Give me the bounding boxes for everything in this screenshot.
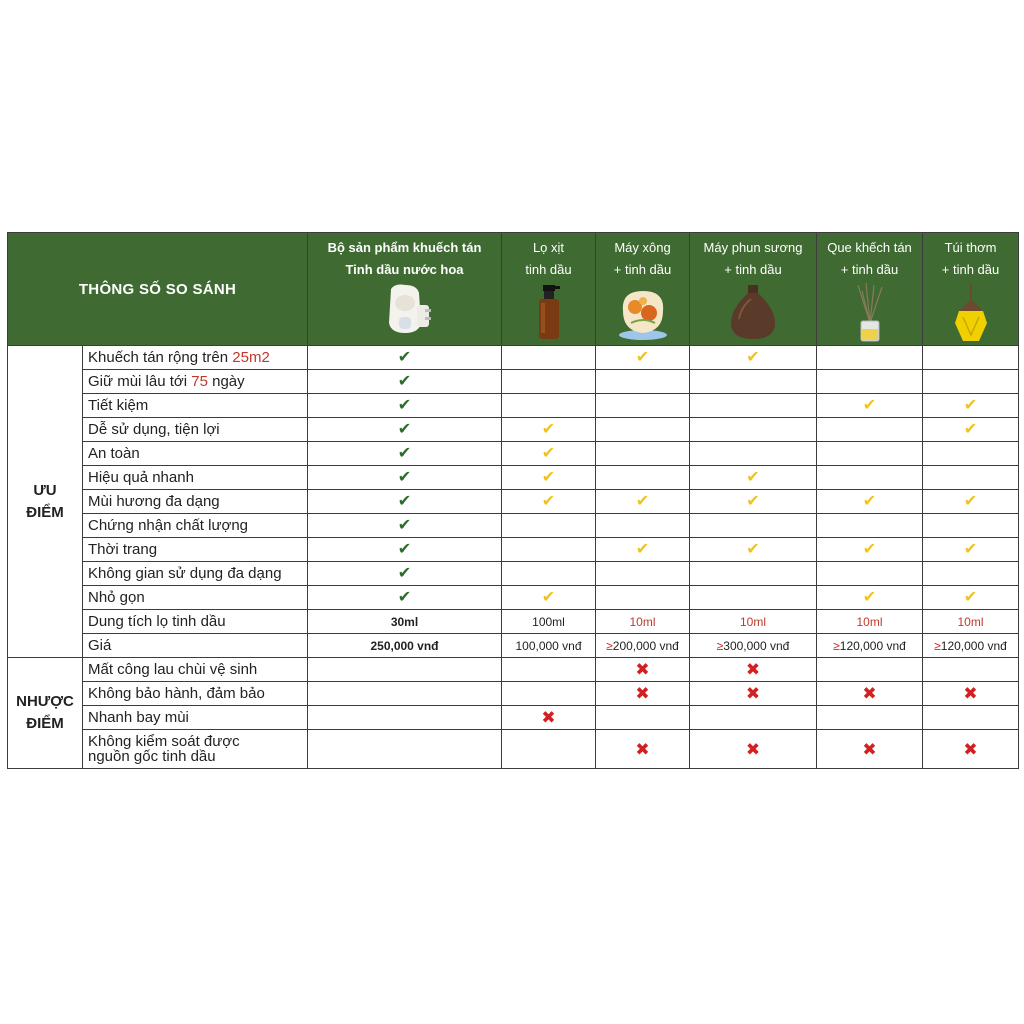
group-label-line2: ĐIỂM xyxy=(26,715,64,732)
criterion-label xyxy=(83,394,308,418)
product-name-line2: + tinh dầu xyxy=(613,262,672,277)
table-row xyxy=(8,586,1019,610)
price-value xyxy=(690,634,817,658)
criterion-label xyxy=(83,658,308,682)
price-text: 100,000 vnđ xyxy=(515,638,582,653)
checkmark-icon: ✔ xyxy=(308,586,502,610)
checkmark-icon: ✔ xyxy=(502,466,596,490)
product-header-spray xyxy=(502,233,596,346)
empty-cell xyxy=(596,562,690,586)
table-row xyxy=(8,490,1019,514)
empty-cell xyxy=(502,346,596,370)
price-prefix: ≥ xyxy=(833,638,840,653)
criterion-text: Giữ mùi lâu tới xyxy=(88,373,192,390)
product-name-line2: + tinh dầu xyxy=(724,262,782,277)
checkmark-icon: ✔ xyxy=(817,586,923,610)
criterion-label xyxy=(83,538,308,562)
empty-cell xyxy=(596,370,690,394)
cross-icon: ✖ xyxy=(923,682,1019,706)
criterion-text: Thời trang xyxy=(88,541,158,558)
spray-bottle-icon xyxy=(529,283,569,343)
price-prefix: ≥ xyxy=(716,638,724,653)
empty-cell xyxy=(308,682,502,706)
capacity-row xyxy=(8,610,1019,634)
checkmark-icon: ✔ xyxy=(308,490,502,514)
checkmark-icon: ✔ xyxy=(308,346,502,370)
capacity-value: 10ml xyxy=(596,610,690,634)
price-value xyxy=(596,634,690,658)
table-row xyxy=(8,730,1019,769)
empty-cell xyxy=(308,706,502,730)
product-name-line1: Que khếch tán xyxy=(827,240,912,255)
capacity-value: 10ml xyxy=(817,610,923,634)
product-header-mist xyxy=(690,233,817,346)
empty-cell xyxy=(596,514,690,538)
empty-cell xyxy=(596,418,690,442)
empty-cell xyxy=(923,514,1019,538)
capacity-value: 10ml xyxy=(690,610,817,634)
empty-cell xyxy=(817,706,923,730)
empty-cell xyxy=(817,562,923,586)
checkmark-icon: ✔ xyxy=(308,466,502,490)
price-text: 200,000 vnđ xyxy=(612,638,679,653)
product-header-reed xyxy=(817,233,923,346)
empty-cell xyxy=(308,730,502,769)
empty-cell xyxy=(817,418,923,442)
cross-icon: ✖ xyxy=(596,658,690,682)
criterion-label xyxy=(83,418,308,442)
criterion-label xyxy=(83,370,308,394)
group-label-line1: NHƯỢC xyxy=(16,693,74,710)
cross-icon: ✖ xyxy=(502,706,596,730)
checkmark-icon: ✔ xyxy=(308,538,502,562)
highlight-number: 75 xyxy=(191,373,208,390)
cross-icon: ✖ xyxy=(690,730,817,769)
criterion-text: Mùi hương đa dạng xyxy=(88,493,220,510)
product-name-line1: Lọ xịt xyxy=(532,240,565,255)
empty-cell xyxy=(308,658,502,682)
checkmark-icon: ✔ xyxy=(308,394,502,418)
price-text: 120,000 vnđ xyxy=(839,638,906,653)
criterion-text: Dễ sử dụng, tiện lợi xyxy=(88,421,220,438)
empty-cell xyxy=(690,442,817,466)
price-text: 120,000 vnđ xyxy=(940,638,1007,653)
cross-icon: ✖ xyxy=(817,730,923,769)
product-name-line1: Máy phun sương xyxy=(703,240,803,255)
table-row xyxy=(8,562,1019,586)
checkmark-icon: ✔ xyxy=(923,538,1019,562)
checkmark-icon: ✔ xyxy=(308,370,502,394)
table-row xyxy=(8,418,1019,442)
criterion-text: Nhanh bay mùi xyxy=(88,709,189,726)
price-text: 300,000 vnđ xyxy=(723,638,790,653)
price-value xyxy=(817,634,923,658)
criterion-text: An toàn xyxy=(88,445,140,462)
criterion-line2: nguồn gốc tinh dầu xyxy=(88,748,216,765)
checkmark-icon: ✔ xyxy=(502,490,596,514)
highlight-number: 25m2 xyxy=(232,349,270,366)
empty-cell xyxy=(690,562,817,586)
product-header-diffuser-kit xyxy=(308,233,502,346)
empty-cell xyxy=(817,514,923,538)
checkmark-icon: ✔ xyxy=(308,418,502,442)
empty-cell xyxy=(923,706,1019,730)
empty-cell xyxy=(502,394,596,418)
criterion-text: Tiết kiệm xyxy=(88,397,149,414)
group-label-line1: ƯU xyxy=(33,481,57,499)
criterion-text: Không bảo hành, đảm bảo xyxy=(88,685,265,702)
empty-cell xyxy=(923,562,1019,586)
empty-cell xyxy=(502,514,596,538)
cross-icon: ✖ xyxy=(690,658,817,682)
empty-cell xyxy=(596,706,690,730)
empty-cell xyxy=(596,586,690,610)
product-header-bag xyxy=(923,233,1019,346)
pros-group-label xyxy=(8,346,83,658)
checkmark-icon: ✔ xyxy=(308,562,502,586)
product-name-line2: + tinh dầu xyxy=(941,262,1000,277)
criterion-label xyxy=(83,466,308,490)
empty-cell xyxy=(923,370,1019,394)
cross-icon: ✖ xyxy=(596,682,690,706)
criterion-line1: Không kiểm soát được xyxy=(88,733,240,750)
price-text: 250,000 vnđ xyxy=(370,638,439,653)
checkmark-icon: ✔ xyxy=(690,466,817,490)
criterion-label xyxy=(83,514,308,538)
table-row xyxy=(8,538,1019,562)
empty-cell xyxy=(690,418,817,442)
table-row xyxy=(8,682,1019,706)
product-name-line1: Túi thơm xyxy=(944,240,997,255)
checkmark-icon: ✔ xyxy=(502,586,596,610)
header-row xyxy=(8,233,1019,346)
empty-cell xyxy=(502,538,596,562)
criterion-text: Chứng nhận chất lượng xyxy=(88,517,249,534)
empty-cell xyxy=(502,730,596,769)
checkmark-icon: ✔ xyxy=(596,538,690,562)
table-row xyxy=(8,514,1019,538)
criterion-label xyxy=(83,490,308,514)
burner-lamp-icon xyxy=(615,283,671,341)
criterion-text: Nhỏ gọn xyxy=(88,589,145,606)
table-row xyxy=(8,658,1019,682)
price-value xyxy=(923,634,1019,658)
checkmark-icon: ✔ xyxy=(923,394,1019,418)
empty-cell xyxy=(596,466,690,490)
empty-cell xyxy=(596,442,690,466)
table-row xyxy=(8,706,1019,730)
checkmark-icon: ✔ xyxy=(690,490,817,514)
criterion-text: Hiệu quả nhanh xyxy=(88,469,194,486)
empty-cell xyxy=(923,442,1019,466)
empty-cell xyxy=(817,658,923,682)
criterion-label xyxy=(83,682,308,706)
product-name-line1: Máy xông xyxy=(614,240,671,255)
empty-cell xyxy=(817,442,923,466)
criterion-text: Không gian sử dụng đa dạng xyxy=(88,565,282,582)
comparison-table xyxy=(7,232,1019,769)
capacity-value: 100ml xyxy=(502,610,596,634)
price-value xyxy=(308,634,502,658)
empty-cell xyxy=(596,394,690,418)
product-name-line1: Bộ sản phẩm khuếch tán xyxy=(327,240,482,255)
checkmark-icon: ✔ xyxy=(923,490,1019,514)
criterion-label xyxy=(83,730,308,769)
empty-cell xyxy=(502,370,596,394)
price-prefix: ≥ xyxy=(934,638,941,653)
checkmark-icon: ✔ xyxy=(502,418,596,442)
empty-cell xyxy=(690,586,817,610)
empty-cell xyxy=(817,466,923,490)
cons-group-label xyxy=(8,658,83,769)
empty-cell xyxy=(690,706,817,730)
checkmark-icon: ✔ xyxy=(817,394,923,418)
cross-icon: ✖ xyxy=(596,730,690,769)
product-name-line2: tinh dầu xyxy=(525,262,572,277)
checkmark-icon: ✔ xyxy=(308,514,502,538)
table-title: THÔNG SỐ SO SÁNH xyxy=(8,233,308,346)
checkmark-icon: ✔ xyxy=(596,346,690,370)
checkmark-icon: ✔ xyxy=(817,538,923,562)
empty-cell xyxy=(502,682,596,706)
empty-cell xyxy=(923,346,1019,370)
table-row xyxy=(8,370,1019,394)
table-row xyxy=(8,442,1019,466)
empty-cell xyxy=(502,658,596,682)
criterion-label xyxy=(83,346,308,370)
checkmark-icon: ✔ xyxy=(690,538,817,562)
empty-cell xyxy=(923,466,1019,490)
criterion-label xyxy=(83,706,308,730)
criterion-label xyxy=(83,562,308,586)
checkmark-icon: ✔ xyxy=(502,442,596,466)
product-name-line2: Tinh dầu nước hoa xyxy=(345,262,464,277)
table-row xyxy=(8,466,1019,490)
plug-diffuser-icon xyxy=(373,283,437,341)
product-name-line2: + tinh dầu xyxy=(840,262,899,277)
checkmark-icon: ✔ xyxy=(923,586,1019,610)
cross-icon: ✖ xyxy=(817,682,923,706)
group-label-line2: ĐIỂM xyxy=(26,503,64,521)
table-row xyxy=(8,394,1019,418)
capacity-value: 30ml xyxy=(308,610,502,634)
checkmark-icon: ✔ xyxy=(923,418,1019,442)
checkmark-icon: ✔ xyxy=(690,346,817,370)
empty-cell xyxy=(690,514,817,538)
criterion-text-suffix: ngày xyxy=(207,373,245,390)
capacity-value: 10ml xyxy=(923,610,1019,634)
checkmark-icon: ✔ xyxy=(817,490,923,514)
price-row xyxy=(8,634,1019,658)
criterion-text: Mất công lau chùi vệ sinh xyxy=(88,661,258,678)
cross-icon: ✖ xyxy=(923,730,1019,769)
criterion-label: Dung tích lọ tinh dầu xyxy=(83,610,308,634)
price-value xyxy=(502,634,596,658)
empty-cell xyxy=(817,370,923,394)
empty-cell xyxy=(817,346,923,370)
empty-cell xyxy=(690,394,817,418)
mist-vase-icon xyxy=(723,283,783,343)
empty-cell xyxy=(690,370,817,394)
checkmark-icon: ✔ xyxy=(308,442,502,466)
table-row xyxy=(8,346,1019,370)
criterion-label xyxy=(83,442,308,466)
criterion-label xyxy=(83,586,308,610)
cross-icon: ✖ xyxy=(690,682,817,706)
product-header-burner xyxy=(596,233,690,346)
empty-cell xyxy=(923,658,1019,682)
criterion-text: Khuếch tán rộng trên xyxy=(88,349,233,366)
empty-cell xyxy=(502,562,596,586)
checkmark-icon: ✔ xyxy=(596,490,690,514)
reed-sticks-icon xyxy=(850,283,890,343)
hanging-bag-icon xyxy=(951,283,991,345)
price-prefix: ≥ xyxy=(606,638,613,653)
criterion-label: Giá xyxy=(83,634,308,658)
